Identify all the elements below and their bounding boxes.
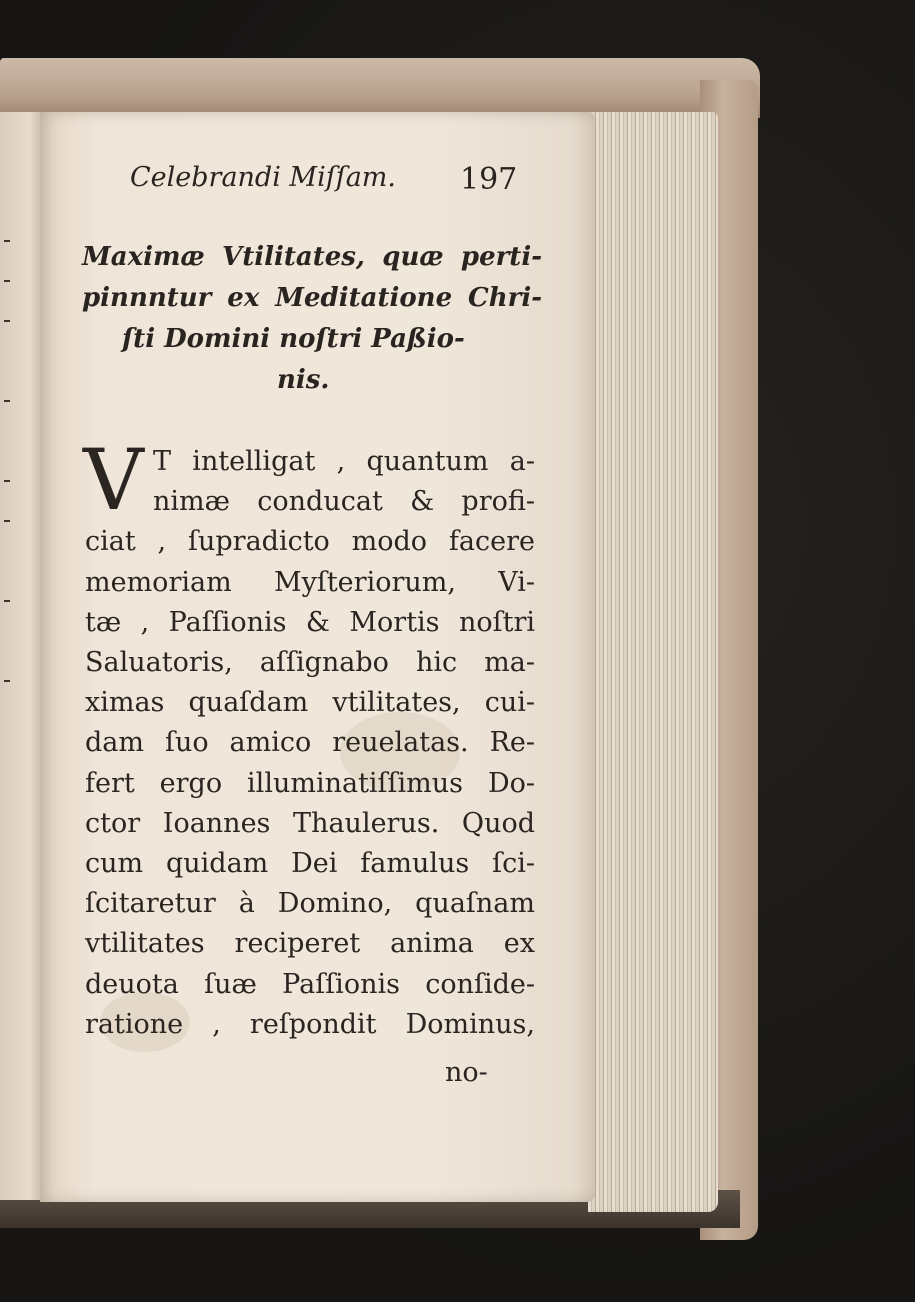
facing-page-edge bbox=[0, 112, 42, 1200]
text-line: nimæ conducat & profi- bbox=[153, 486, 535, 518]
text-line: memoriam Myſteriorum, Vi- bbox=[85, 566, 535, 598]
text-line: ciat , ſupradicto modo facere bbox=[85, 526, 535, 558]
heading-line: ſti Domini noſtri Paßio- bbox=[122, 324, 465, 354]
text-line: fert ergo illuminatiſſimus Do- bbox=[85, 767, 535, 799]
text-line: vtilitates reciperet anima ex bbox=[85, 928, 535, 960]
text-line: ximas quaſdam vtilitates, cui- bbox=[85, 687, 535, 719]
running-title: Celebrandi Miſſam. bbox=[130, 162, 396, 193]
catchword: no- bbox=[445, 1057, 488, 1088]
page-block-fore-edge bbox=[588, 112, 718, 1212]
book-page bbox=[40, 112, 595, 1202]
heading-line: pinnntur ex Meditatione Chri- bbox=[82, 283, 542, 313]
text-line: ctor Ioannes Thaulerus. Quod bbox=[85, 807, 535, 839]
text-line: deuota ſuæ Paſſionis conſide- bbox=[85, 968, 535, 1000]
text-line: cum quidam Dei famulus ſci- bbox=[85, 848, 535, 880]
text-line: dam ſuo amico reuelatas. Re- bbox=[85, 727, 535, 759]
text-line: ſcitaretur à Domino, quaſnam bbox=[85, 888, 535, 920]
heading-line: nis. bbox=[277, 365, 330, 395]
text-line: Saluatoris, aſſignabo hic ma- bbox=[85, 647, 535, 679]
text-line: tæ , Paſſionis & Mortis noſtri bbox=[85, 606, 535, 638]
heading-line: Maximæ Vtilitates, quæ perti- bbox=[82, 242, 542, 272]
running-head bbox=[120, 162, 540, 202]
section-heading bbox=[82, 237, 542, 401]
drop-cap: V bbox=[83, 431, 144, 529]
book-cover-top-edge bbox=[0, 58, 760, 118]
body-paragraph bbox=[83, 431, 535, 1045]
text-line: ratione , reſpondit Dominus, bbox=[85, 1008, 535, 1040]
text-line: T intelligat , quantum a- bbox=[153, 446, 535, 477]
page-number: 197 bbox=[460, 162, 518, 197]
